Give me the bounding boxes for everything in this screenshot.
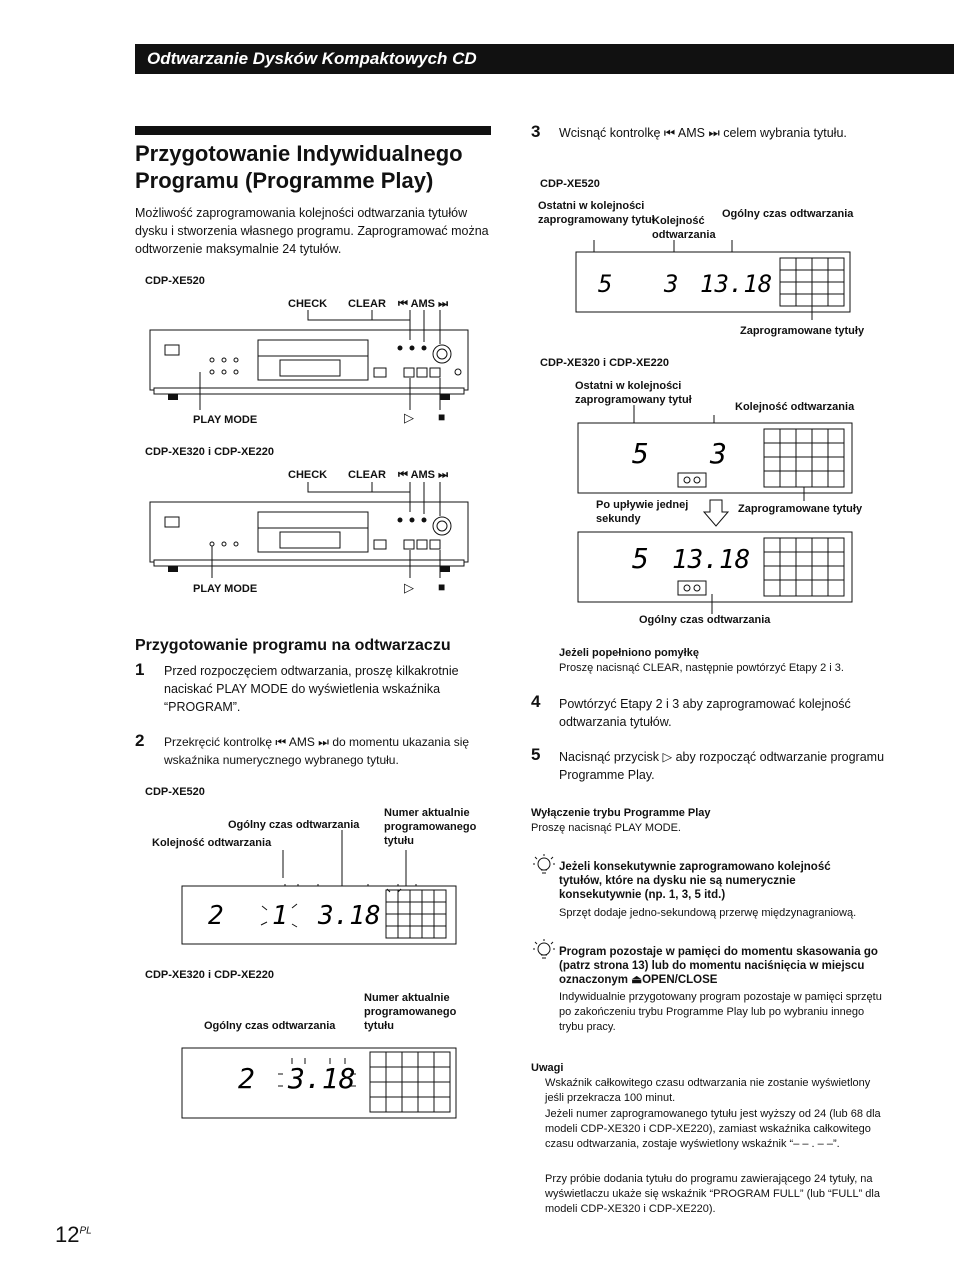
step-3-number: 3 bbox=[531, 122, 541, 141]
tip-1-title: Jeżeli konsekutywnie zaprogramowano kolejność tytułów, które na dysku nie są numerycznie konsekutywnie (np. 1, 3, 5 itd.) bbox=[559, 861, 831, 901]
step-1-text: Przed rozpoczęciem odtwarzania, proszę kilkakrotnie naciskać PLAY MODE do wyświetlenia wskaźnika “PROGRAM”. bbox=[164, 664, 459, 714]
stop-symbol-1: ■ bbox=[438, 410, 446, 424]
step-4-text: Powtórzyć Etapy 2 i 3 aby zaprogramować kolejność odtwarzania tytułów. bbox=[559, 697, 851, 729]
label-total-4: Ogólny czas odtwarzania bbox=[639, 614, 771, 626]
lcd-time: 3.18 bbox=[318, 901, 381, 931]
tip-bulb-icon-2 bbox=[532, 938, 556, 964]
notes-title: Uwagi bbox=[531, 1062, 564, 1074]
display-step2-xe520 bbox=[180, 830, 460, 950]
model-label-xe520-3: CDP-XE520 bbox=[540, 178, 600, 190]
label-current-2: Numer aktualnie programowanego tytułu bbox=[364, 992, 457, 1032]
label-total-time-1: Ogólny czas odtwarzania bbox=[228, 819, 360, 831]
lcd-time-4: 13.18 bbox=[672, 545, 751, 575]
label-after-second: Po upływie jednej sekundy bbox=[596, 499, 689, 525]
lcd-order-3: 3 bbox=[664, 270, 679, 298]
lcd-order-2: 2 bbox=[238, 1062, 255, 1095]
lcd-time-2: 3.18 bbox=[288, 1062, 356, 1095]
label-order-1: Kolejność odtwarzania bbox=[152, 837, 272, 849]
lcd-time-3: 13.18 bbox=[700, 270, 773, 298]
intro-text: Możliwość zaprogramowania kolejności odtwarzania tytułów dysku i stworzenia własnego programu. Zaprogramować można odtworzenie maksymalnie 24 tytułów. bbox=[135, 206, 489, 256]
title-rule bbox=[135, 126, 491, 135]
ams-label-2: ⏮ AMS ⏭ bbox=[398, 469, 448, 481]
step-5-number: 5 bbox=[531, 745, 541, 764]
tip-2-title: Program pozostaje w pamięci do momentu skasowania go (patrz strona 13) lub do momentu naciśnięcia w miejscu oznaczonym ⏏OPEN/CLOSE bbox=[559, 946, 878, 986]
label-current-1: Numer aktualnie programowanego tytułu bbox=[384, 807, 477, 847]
play-mode-label-1: PLAY MODE bbox=[193, 414, 258, 426]
arrow-down-icon bbox=[702, 498, 732, 528]
label-total-3: Ogólny czas odtwarzania bbox=[722, 208, 854, 220]
step-3-text: Wcisnąć kontrolkę ⏮ AMS ⏭ celem wybrania tytułu. bbox=[559, 126, 847, 140]
tip-bulb-icon bbox=[532, 853, 556, 879]
model-label-xe520: CDP-XE520 bbox=[145, 275, 205, 287]
label-programmed-1: Zaprogramowane tytuły bbox=[740, 325, 865, 337]
display-step3-xe320-a bbox=[574, 405, 858, 505]
cancel-title: Wyłączenie trybu Programme Play bbox=[531, 807, 711, 819]
error-title: Jeżeli popełniono pomyłkę bbox=[559, 647, 699, 659]
check-label: CHECK bbox=[288, 298, 328, 310]
ams-label-1: ⏮ AMS ⏭ bbox=[398, 298, 448, 310]
page-number bbox=[55, 1222, 92, 1248]
model-label-xe320-3: CDP-XE320 i CDP-XE220 bbox=[540, 357, 669, 369]
play-symbol-1: ▷ bbox=[404, 410, 414, 425]
step-5-text: Nacisnąć przycisk ▷ aby rozpocząć odtwarzanie programu Programme Play. bbox=[559, 750, 885, 782]
section-header-bar bbox=[135, 44, 954, 74]
clear-label: CLEAR bbox=[348, 298, 386, 310]
step-1-number: 1 bbox=[135, 660, 145, 679]
label-order-4: Kolejność odtwarzania bbox=[735, 401, 855, 413]
lcd-order: 2 bbox=[208, 901, 224, 931]
clear-label-2: CLEAR bbox=[348, 469, 386, 481]
stop-symbol-2: ■ bbox=[438, 580, 446, 594]
error-text: Proszę nacisnąć CLEAR, następnie powtórzyć Etapy 2 i 3. bbox=[559, 662, 844, 674]
tip-2-text: Indywidualnie przygotowany program pozostaje w pamięci sprzętu po zakończeniu trybu Programme Play lub po wybraniu innego trybu pracy. bbox=[559, 991, 882, 1033]
label-programmed-2: Zaprogramowane tytuły bbox=[738, 503, 863, 515]
note-2: Jeżeli numer zaprogramowanego tytułu jest wyższy od 24 (lub 68 dla modeli CDP-XE320 i CDP-XE220), zamiast wskaźnika całkowitego czasu odtwarzania, zostaje wyświetlony wskaźnik “– – . – –”. bbox=[545, 1108, 881, 1150]
label-last-1: Ostatni w kolejności zaprogramowany tytuł bbox=[538, 200, 655, 226]
page-suffix: PL bbox=[79, 1225, 92, 1237]
ams-text: AMS bbox=[410, 298, 436, 310]
cancel-text: Proszę nacisnąć PLAY MODE. bbox=[531, 822, 681, 834]
ams-text-2: AMS bbox=[410, 469, 436, 481]
player-xe520-diagram bbox=[140, 310, 480, 430]
step-2-text: Przekręcić kontrolkę ⏮ AMS ⏭ do momentu ukazania się wskaźnika numerycznego wybranego tytułu. bbox=[164, 735, 470, 767]
page-number-value: 12 bbox=[55, 1222, 80, 1247]
display-step3-xe520 bbox=[570, 240, 860, 320]
check-label-2: CHECK bbox=[288, 469, 328, 481]
display-step2-xe320 bbox=[180, 1030, 460, 1124]
lcd-last-1: 5 bbox=[598, 270, 613, 298]
tip-1-text: Sprzęt dodaje jedno-sekundową przerwę międzynagraniową. bbox=[559, 907, 857, 919]
model-label-xe320-2: CDP-XE320 i CDP-XE220 bbox=[145, 969, 274, 981]
display-step3-xe320-b bbox=[574, 528, 858, 618]
play-symbol-2: ▷ bbox=[404, 580, 414, 595]
play-mode-label-2: PLAY MODE bbox=[193, 583, 258, 595]
player-xe320-diagram bbox=[140, 482, 480, 592]
lcd-order-4: 3 bbox=[710, 437, 727, 470]
subheading: Przygotowanie programu na odtwarzaczu bbox=[135, 637, 451, 654]
lcd-last-3: 5 bbox=[632, 542, 649, 575]
label-total-time-2: Ogólny czas odtwarzania bbox=[204, 1020, 336, 1032]
model-label-xe520-2: CDP-XE520 bbox=[145, 786, 205, 798]
note-3: Przy próbie dodania tytułu do programu zawierającego 24 tytuły, na wyświetlaczu ukaże się wskaźnik “PROGRAM FULL” (lub “FULL” dla modeli CDP-XE320 i CDP-XE220). bbox=[545, 1173, 880, 1215]
lcd-track: 1 bbox=[272, 901, 288, 931]
step-2-number: 2 bbox=[135, 731, 145, 750]
model-label-xe320-1: CDP-XE320 i CDP-XE220 bbox=[145, 446, 274, 458]
section-title: Odtwarzanie Dysków Kompaktowych CD bbox=[147, 49, 477, 68]
note-1: Wskaźnik całkowitego czasu odtwarzania nie zostanie wyświetlony jeśli przekracza 100 minut. bbox=[545, 1077, 871, 1104]
label-order-3: Kolejność odtwarzania bbox=[652, 215, 716, 241]
step-4-number: 4 bbox=[531, 692, 541, 711]
lcd-last-2: 5 bbox=[632, 437, 649, 470]
page-title: Przygotowanie Indywidualnego Programu (Programme Play) bbox=[135, 141, 463, 193]
label-last-2: Ostatni w kolejności zaprogramowany tytuł bbox=[575, 380, 692, 406]
